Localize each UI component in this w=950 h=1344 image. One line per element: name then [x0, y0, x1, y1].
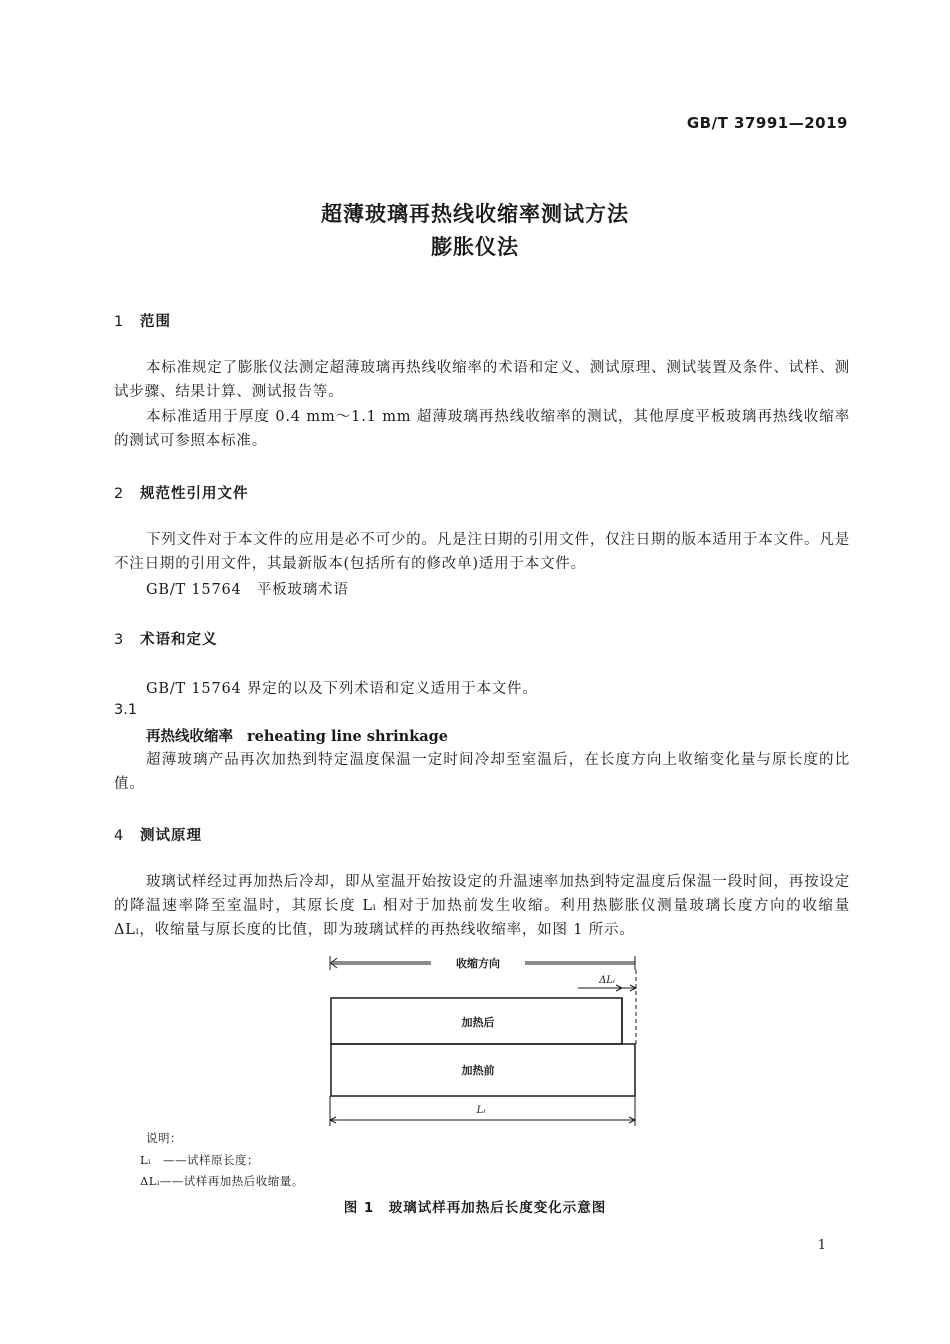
direction-label: 收缩方向 — [456, 957, 500, 970]
section-2-paragraph-1: 下列文件对于本文件的应用是必不可少的。凡是注日期的引用文件，仅注日期的版本适用于本文件。凡是不注日期的引用文件，其最新版本(包括所有的修改单)适用于本文件。 — [114, 532, 850, 572]
section-3-paragraph-1: GB/T 15764 界定的以及下列术语和定义适用于本文件。 — [146, 681, 538, 697]
legend-title: 说明： — [146, 1131, 182, 1145]
figure-caption: 图 1 玻璃试样再加热后长度变化示意图 — [343, 1200, 607, 1216]
document-title: 超薄玻璃再热线收缩率测试方法 — [321, 202, 629, 226]
section-1-paragraph-1: 本标准规定了膨胀仪法测定超薄玻璃再热线收缩率的术语和定义、测试原理、测试装置及条件、试样、测试步骤、结果计算、测试报告等。 — [114, 360, 850, 400]
section-1-title: 范围 — [140, 314, 171, 330]
section-1-number: 1 — [114, 314, 125, 330]
section-4-heading — [114, 824, 202, 845]
section-2-title: 规范性引用文件 — [140, 486, 249, 502]
shrinkage-diagram-svg — [320, 950, 650, 1130]
normative-reference: GB/T 15764 平板玻璃术语 — [146, 582, 349, 598]
length-label: Lᵢ — [476, 1105, 486, 1116]
before-heating-label: 加热前 — [461, 1064, 495, 1077]
section-3-title: 术语和定义 — [140, 632, 218, 648]
term-english: reheating line shrinkage — [247, 728, 448, 745]
section-4-paragraph-1: 玻璃试样经过再加热后冷却，即从室温开始按设定的升温速率加热到特定温度后保温一段时间，再按设定的降温速率降至室温时，其原长度 Lᵢ 相对于加热前发生收缩。利用热膨胀仪测量玻璃长度方向的收缩量 ΔLᵢ，收缩量与原长度的比值，即为玻璃试样的再热线收缩率，如图 1 所示。 — [114, 874, 850, 938]
section-4-title: 测试原理 — [140, 828, 202, 844]
term-chinese: 再热线收缩率 — [146, 729, 233, 745]
section-1-paragraph-2: 本标准适用于厚度 0.4 mm～1.1 mm 超薄玻璃再热线收缩率的测试，其他厚度平板玻璃再热线收缩率的测试可参照本标准。 — [114, 409, 850, 449]
standard-code: GB/T 37991—2019 — [686, 114, 848, 132]
delta-length-label: ΔLᵢ — [599, 975, 615, 986]
section-3-number: 3 — [114, 632, 125, 648]
term-entry — [146, 725, 448, 746]
section-2-number: 2 — [114, 486, 125, 502]
section-4-number: 4 — [114, 828, 125, 844]
legend-item-shrinkage: ΔLᵢ——试样再加热后收缩量。 — [140, 1174, 304, 1188]
section-2-heading — [114, 482, 249, 503]
term-definition: 超薄玻璃产品再次加热到特定温度保温一定时间冷却至室温后，在长度方向上收缩变化量与原长度的比值。 — [114, 752, 850, 792]
legend-item-original-length: Lᵢ ——试样原长度； — [140, 1153, 259, 1167]
page-number: 1 — [817, 1238, 826, 1253]
term-number: 3.1 — [114, 702, 138, 718]
section-1-heading — [114, 310, 171, 331]
figure-1-diagram — [320, 950, 650, 1130]
section-3-heading — [114, 628, 218, 649]
after-heating-label: 加热后 — [461, 1016, 495, 1029]
document-subtitle: 膨胀仪法 — [431, 235, 519, 259]
direction-arrowhead — [331, 958, 337, 968]
